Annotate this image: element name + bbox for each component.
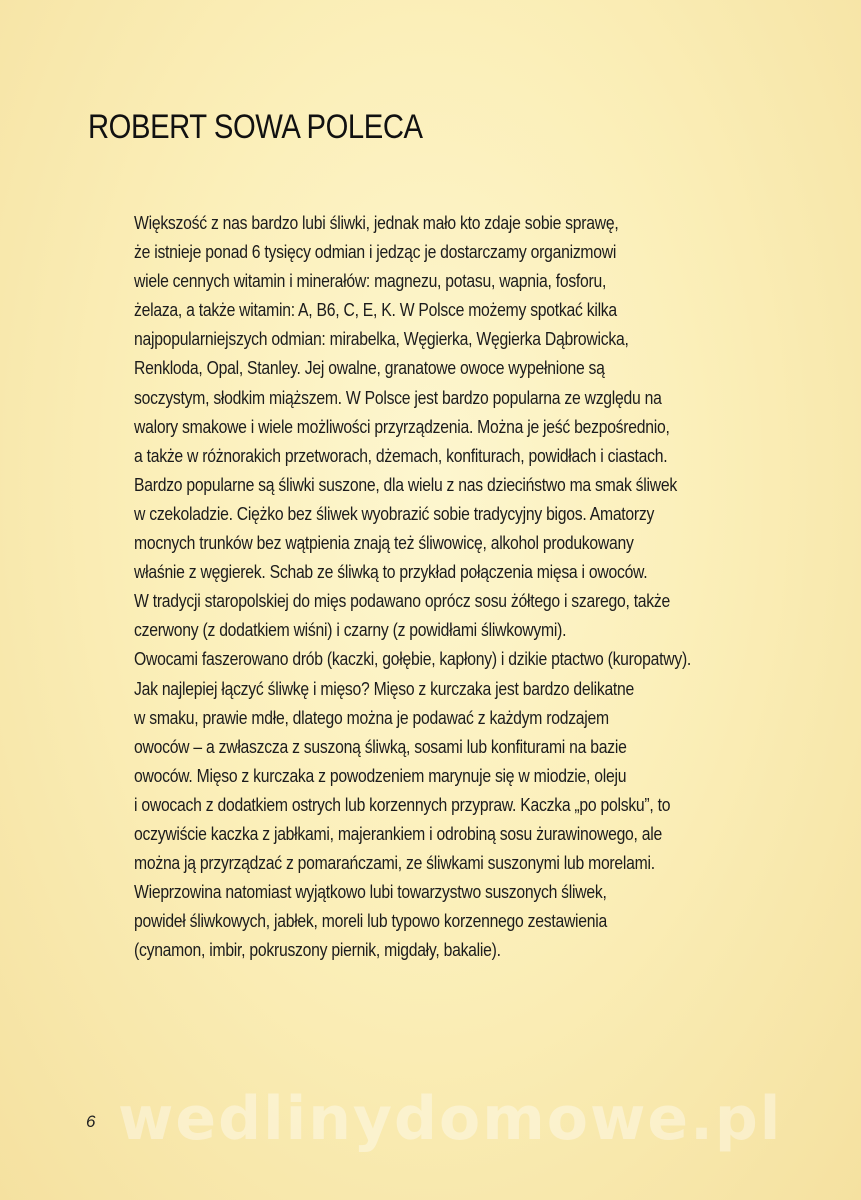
body-line: W tradycji staropolskiej do mięs podawano oprócz sosu żółtego i szarego, także [134, 590, 671, 612]
body-line: walory smakowe i wiele możliwości przyrządzenia. Można je jeść bezpośrednio, [134, 415, 670, 437]
body-line: Renkloda, Opal, Stanley. Jej owalne, granatowe owoce wypełnione są [134, 357, 605, 379]
body-line: można ją przyrządzać z pomarańczami, ze śliwkami suszonymi lub morelami. [134, 852, 655, 874]
body-line: powideł śliwkowych, jabłek, moreli lub typowo korzennego zestawienia [134, 910, 608, 932]
page-title: ROBERT SOWA POLECA [88, 108, 423, 146]
body-line: wiele cennych witamin i minerałów: magnezu, potasu, wapnia, fosforu, [134, 270, 607, 292]
body-line: że istnieje ponad 6 tysięcy odmian i jedząc je dostarczamy organizmowi [134, 241, 617, 263]
body-line: i owocach z dodatkiem ostrych lub korzennych przypraw. Kaczka „po polsku”, to [134, 793, 671, 815]
body-line: w smaku, prawie mdłe, dlatego można je podawać z każdym rodzajem [134, 706, 609, 728]
body-line: Większość z nas bardzo lubi śliwki, jednak mało kto zdaje sobie sprawę, [134, 212, 619, 233]
body-line: soczystym, słodkim miąższem. W Polsce jest bardzo popularna ze względu na [134, 386, 662, 408]
body-line: mocnych trunków bez wątpienia znają też śliwowicę, alkohol produkowany [134, 532, 634, 554]
watermark: wedlinydomowe.pl [118, 1084, 783, 1154]
body-line: Wieprzowina natomiast wyjątkowo lubi towarzystwo suszonych śliwek, [134, 881, 607, 903]
body-line: Bardzo popularne są śliwki suszone, dla wielu z nas dzieciństwo ma smak śliwek [134, 473, 677, 495]
body-line: owoców – a zwłaszcza z suszoną śliwką, sosami lub konfiturami na bazie [134, 735, 627, 757]
body-line: a także w różnorakich przetworach, dżemach, konfiturach, powidłach i ciastach. [134, 444, 668, 466]
body-text [134, 208, 834, 964]
body-line: Owocami faszerowano drób (kaczki, gołębie, kapłony) i dzikie ptactwo (kuropatwy). [134, 648, 692, 670]
body-line: najpopularniejszych odmian: mirabelka, Węgierka, Węgierka Dąbrowicka, [134, 328, 629, 350]
body-line: Jak najlepiej łączyć śliwkę i mięso? Mięso z kurczaka jest bardzo delikatne [134, 677, 635, 699]
body-line: czerwony (z dodatkiem wiśni) i czarny (z powidłami śliwkowymi). [134, 619, 567, 641]
page-number: 6 [86, 1112, 96, 1131]
body-line: (cynamon, imbir, pokruszony piernik, migdały, bakalie). [134, 939, 501, 961]
body-line: żelaza, a także witamin: A, B6, C, E, K. W Polsce możemy spotkać kilka [134, 299, 617, 321]
body-line: właśnie z węgierek. Schab ze śliwką to przykład połączenia mięsa i owoców. [134, 561, 648, 583]
body-line: oczywiście kaczka z jabłkami, majerankiem i odrobiną sosu żurawinowego, ale [134, 822, 662, 844]
body-line: owoców. Mięso z kurczaka z powodzeniem marynuje się w miodzie, oleju [134, 764, 627, 786]
body-line: w czekoladzie. Ciężko bez śliwek wyobrazić sobie tradycyjny bigos. Amatorzy [134, 502, 655, 524]
